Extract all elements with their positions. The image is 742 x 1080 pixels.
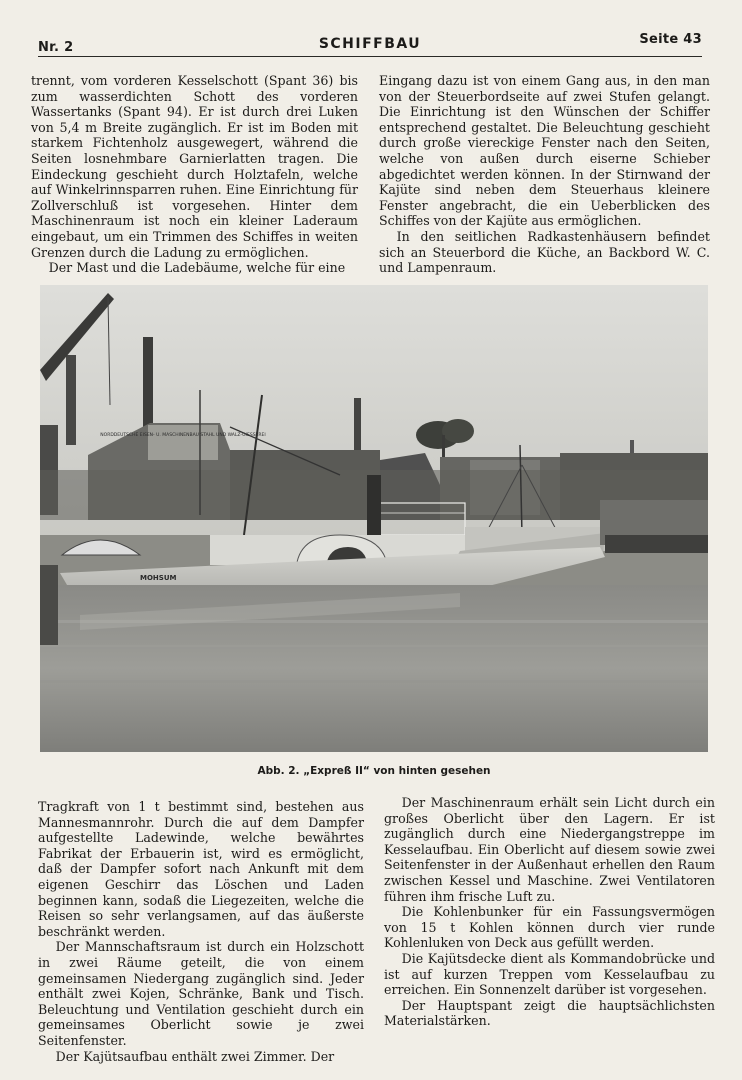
issue-number: Nr. 2	[38, 40, 74, 55]
journal-title: SCHIFFBAU	[318, 36, 422, 52]
ship-photograph	[40, 285, 708, 752]
paragraph: Die Kajütsdecke dient als Kommandobrücke und ist auf kurzen Treppen vom Kesselaufbau zu erreichen. Ein Sonnenzelt darüber ist vorgesehen.	[384, 950, 715, 998]
page-header	[38, 30, 702, 57]
paragraph: Tragkraft von 1 t bestimmt sind, bestehen aus Mannesmannrohr. Durch die auf dem Dampfer aufgestellte Ladewinde, welche bewährtes Fabrikat der Erbauerin ist, wird es ermöglicht, daß der Dampfer sofort nach Ankunft mit dem eigenen Geschirr das Löschen und Laden beginnen kann, sodaß die Liegezeiten, welche die Reisen so sehr verlangsamen, auf das äußerste beschränkt werden.	[38, 799, 364, 939]
paragraph: Die Kohlenbunker für ein Fassungsvermögen von 15 t Kohlen können durch vier runde Kohlenluken von Deck aus gefüllt werden.	[384, 904, 715, 951]
paragraph: Der Mannschaftsraum ist durch ein Holzschott in zwei Räume geteilt, die von einem gemeinsamen Niedergang zugänglich sind. Jeder enthält zwei Kojen, Schränke, Bank und Tisch. Beleuchtung und Ventilation geschieht durch ein gemeinsames Oberlicht sowie je zwei Seitenfenster.	[38, 939, 364, 1048]
factory-sign: NORDDEUTSCHE EISEN- U. MASCHINENBAU STAHL UND WALZ-GIESSEREI	[100, 433, 266, 438]
page-number: Seite 43	[639, 32, 702, 47]
text-column-bottom-left	[38, 799, 364, 1064]
paragraph: Eingang dazu ist von einem Gang aus, in den man von der Steuerbordseite auf zwei Stufen gelangt. Die Einrichtung ist den Wünschen der Schiffer entsprechend gestaltet. Die Beleuchtung geschieht durch große viereckige Fenster nach den Seiten, welche von außen durch eiserne Schieber abgedichtet werden können. In der Stirnwand der Kajüte sind neben dem Steuerhaus kleinere Fenster angebracht, die ein Ueberblicken des Schiffes von der Kajüte aus ermöglichen.	[379, 73, 710, 229]
text-column-top-left	[31, 73, 358, 276]
paragraph: In den seitlichen Radkastenhäusern befindet sich an Steuerbord die Küche, an Backbord W. C. und Lampenraum.	[379, 228, 710, 276]
text-column-top-right	[379, 73, 710, 276]
paragraph: Der Hauptspant zeigt die hauptsächlichsten Materialstärken.	[384, 997, 715, 1029]
paragraph: trennt, vom vorderen Kesselschott (Spant 36) bis zum wasserdichten Schott des vorderen Wassertanks (Spant 94). Er ist durch drei Luken von 5,4 m Breite zugänglich. Er ist im Boden mit starkem Fichtenholz ausgewegert, während die Seiten losnehmbare Garnierlatten tragen. Die Eindeckung geschieht durch Holztafeln, welche auf Winkelrinnsparren ruhen. Eine Einrichtung für Zollverschluß ist vorgesehen. Hinter dem Maschinenraum ist noch ein kleiner Laderaum eingebaut, um ein Trimmen des Schiffes in weiten Grenzen durch die Ladung zu ermöglichen.	[31, 73, 358, 260]
text-column-bottom-right	[384, 795, 715, 1029]
figure-caption: Abb. 2. „Expreß II“ von hinten gesehen	[257, 765, 491, 777]
paragraph: Der Mast und die Ladebäume, welche für eine	[48, 260, 346, 276]
paragraph: Der Kajütsaufbau enthält zwei Zimmer. Der	[55, 1048, 335, 1064]
paragraph: Der Maschinenraum erhält sein Licht durch ein großes Oberlicht über den Lagern. Er ist zugänglich durch eine Niedergangstreppe im Kesselaufbau. Ein Oberlicht auf diesem sowie zwei Seitenfenster in der Außenhaut erhellen den Raum zwischen Kessel und Maschine. Zwei Ventilatoren führen ihm frische Luft zu.	[384, 795, 715, 904]
ship-name: MOHSUM	[140, 574, 177, 582]
